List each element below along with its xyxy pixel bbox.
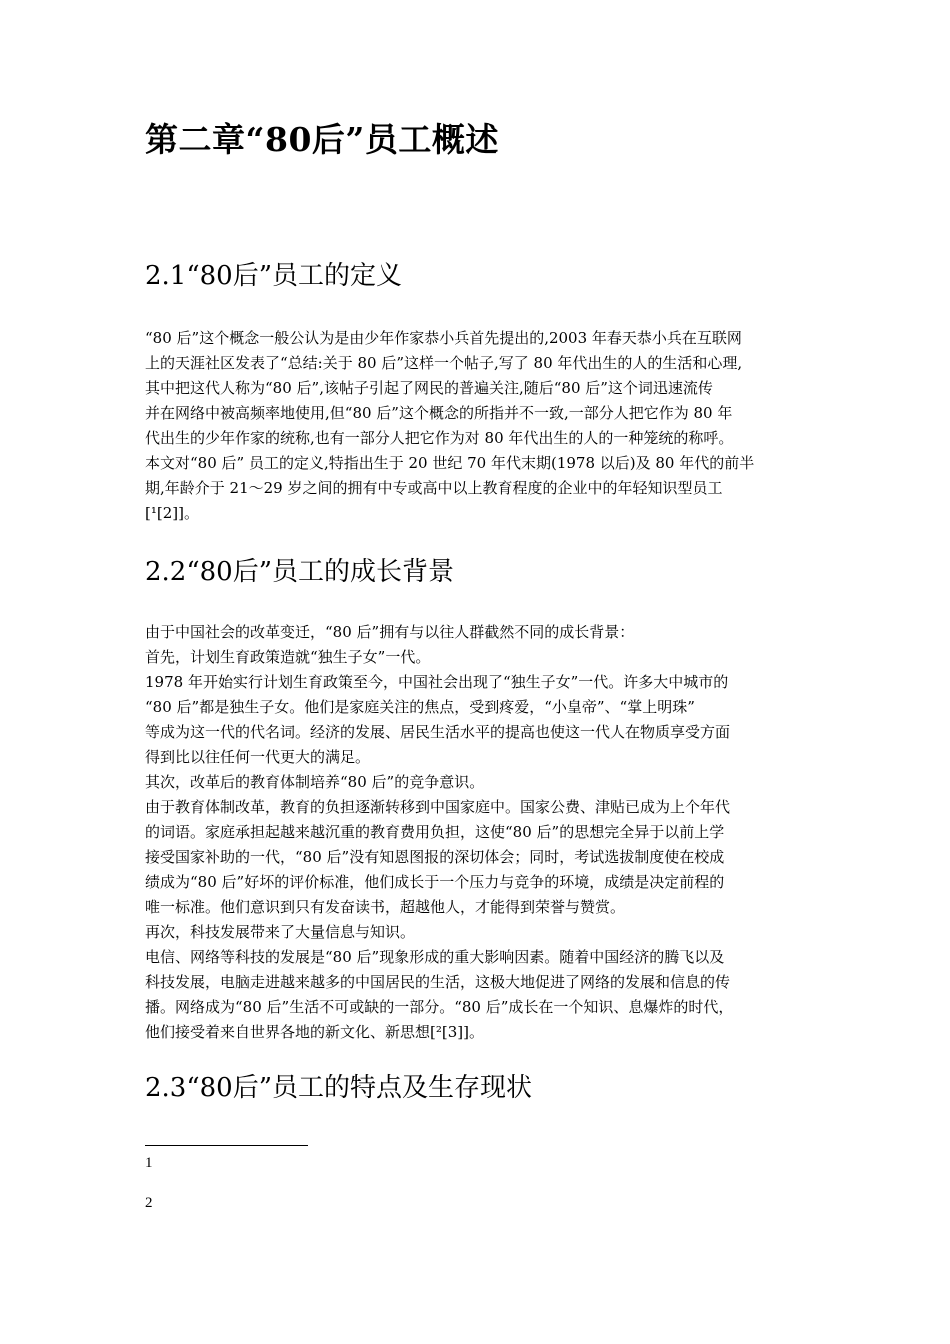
body-line: 绩成为“80 后”好坏的评价标准，他们成长于一个压力与竞争的环境，成绩是决定前程的 — [145, 873, 725, 891]
body-line: “80 后”这个概念一般公认为是由少年作家恭小兵首先提出的,2003 年春天恭小兵在互联网 — [145, 329, 742, 347]
footnote-1: 1 — [145, 1155, 153, 1171]
body-line: 得到比以往任何一代更大的满足。 — [145, 748, 371, 766]
footnote-2: 2 — [145, 1195, 153, 1211]
body-line: 科技发展，电脑走进越来越多的中国居民的生活，这极大地促进了网络的发展和信息的传 — [145, 973, 731, 991]
body-line: 他们接受着来自世界各地的新文化、新思想[²[3]]。 — [145, 1023, 484, 1041]
section-title-2-1: 2.1“80后”员工的定义 — [145, 261, 403, 291]
body-line: 上的天涯社区发表了“总结:关于 80 后”这样一个帖子,写了 80 年代出生的人的生活和心理, — [145, 354, 743, 372]
body-line: 再次，科技发展带来了大量信息与知识。 — [145, 923, 416, 941]
section-title-2-3: 2.3“80后”员工的特点及生存现状 — [145, 1073, 533, 1103]
body-line: 其中把这代人称为“80 后”,该帖子引起了网民的普遍关注,随后“80 后”这个词迅速流传 — [145, 379, 713, 397]
body-line: 并在网络中被高频率地使用,但“80 后”这个概念的所指并不一致,一部分人把它作为 80 年 — [145, 404, 733, 422]
body-line: 首先，计划生育政策造就“独生子女”一代。 — [145, 648, 431, 666]
body-line: 唯一标准。他们意识到只有发奋读书，超越他人，才能得到荣誉与赞赏。 — [145, 898, 626, 916]
chapter-title: 第二章“80后”员工概述 — [145, 120, 499, 159]
section-2-1-body — [145, 326, 825, 526]
body-line: 其次，改革后的教育体制培养“80 后”的竞争意识。 — [145, 773, 485, 791]
body-line: 播。网络成为“80 后”生活不可或缺的一部分。“80 后”成长在一个知识、息爆炸的时代， — [145, 998, 734, 1016]
body-line: 代出生的少年作家的统称,也有一部分人把它作为对 80 年代出生的人的一种笼统的称呼。 — [145, 429, 734, 447]
body-line: “80 后”都是独生子女。他们是家庭关注的焦点，受到疼爱，“小皇帝”、“掌上明珠” — [145, 698, 695, 716]
section-title-2-2: 2.2“80后”员工的成长背景 — [145, 557, 455, 587]
body-line: 电信、网络等科技的发展是“80 后”现象形成的重大影响因素。随着中国经济的腾飞以及 — [145, 948, 725, 966]
footnote-separator — [145, 1145, 308, 1146]
body-line: 等成为这一代的代名词。经济的发展、居民生活水平的提高也使这一代人在物质享受方面 — [145, 723, 731, 741]
body-line: 本文对“80 后” 员工的定义,特指出生于 20 世纪 70 年代末期(1978 以后)及 80 年代的前半 — [145, 454, 755, 472]
body-line: 由于中国社会的改革变迁，“80 后”拥有与以往人群截然不同的成长背景： — [145, 623, 635, 641]
body-line: 的词语。家庭承担起越来越沉重的教育费用负担，这使“80 后”的思想完全异于以前上学 — [145, 823, 725, 841]
body-line: [¹[2]]。 — [145, 504, 199, 522]
body-line: 期,年龄介于 21～29 岁之间的拥有中专或高中以上教育程度的企业中的年轻知识型员工 — [145, 479, 723, 497]
body-line: 1978 年开始实行计划生育政策至今，中国社会出现了“独生子女”一代。许多大中城市的 — [145, 673, 729, 691]
body-line: 接受国家补助的一代，“80 后”没有知恩图报的深切体会；同时，考试选拔制度使在校成 — [145, 848, 725, 866]
section-2-2-body — [145, 620, 825, 1045]
body-line: 由于教育体制改革，教育的负担逐渐转移到中国家庭中。国家公费、津贴已成为上个年代 — [145, 798, 731, 816]
